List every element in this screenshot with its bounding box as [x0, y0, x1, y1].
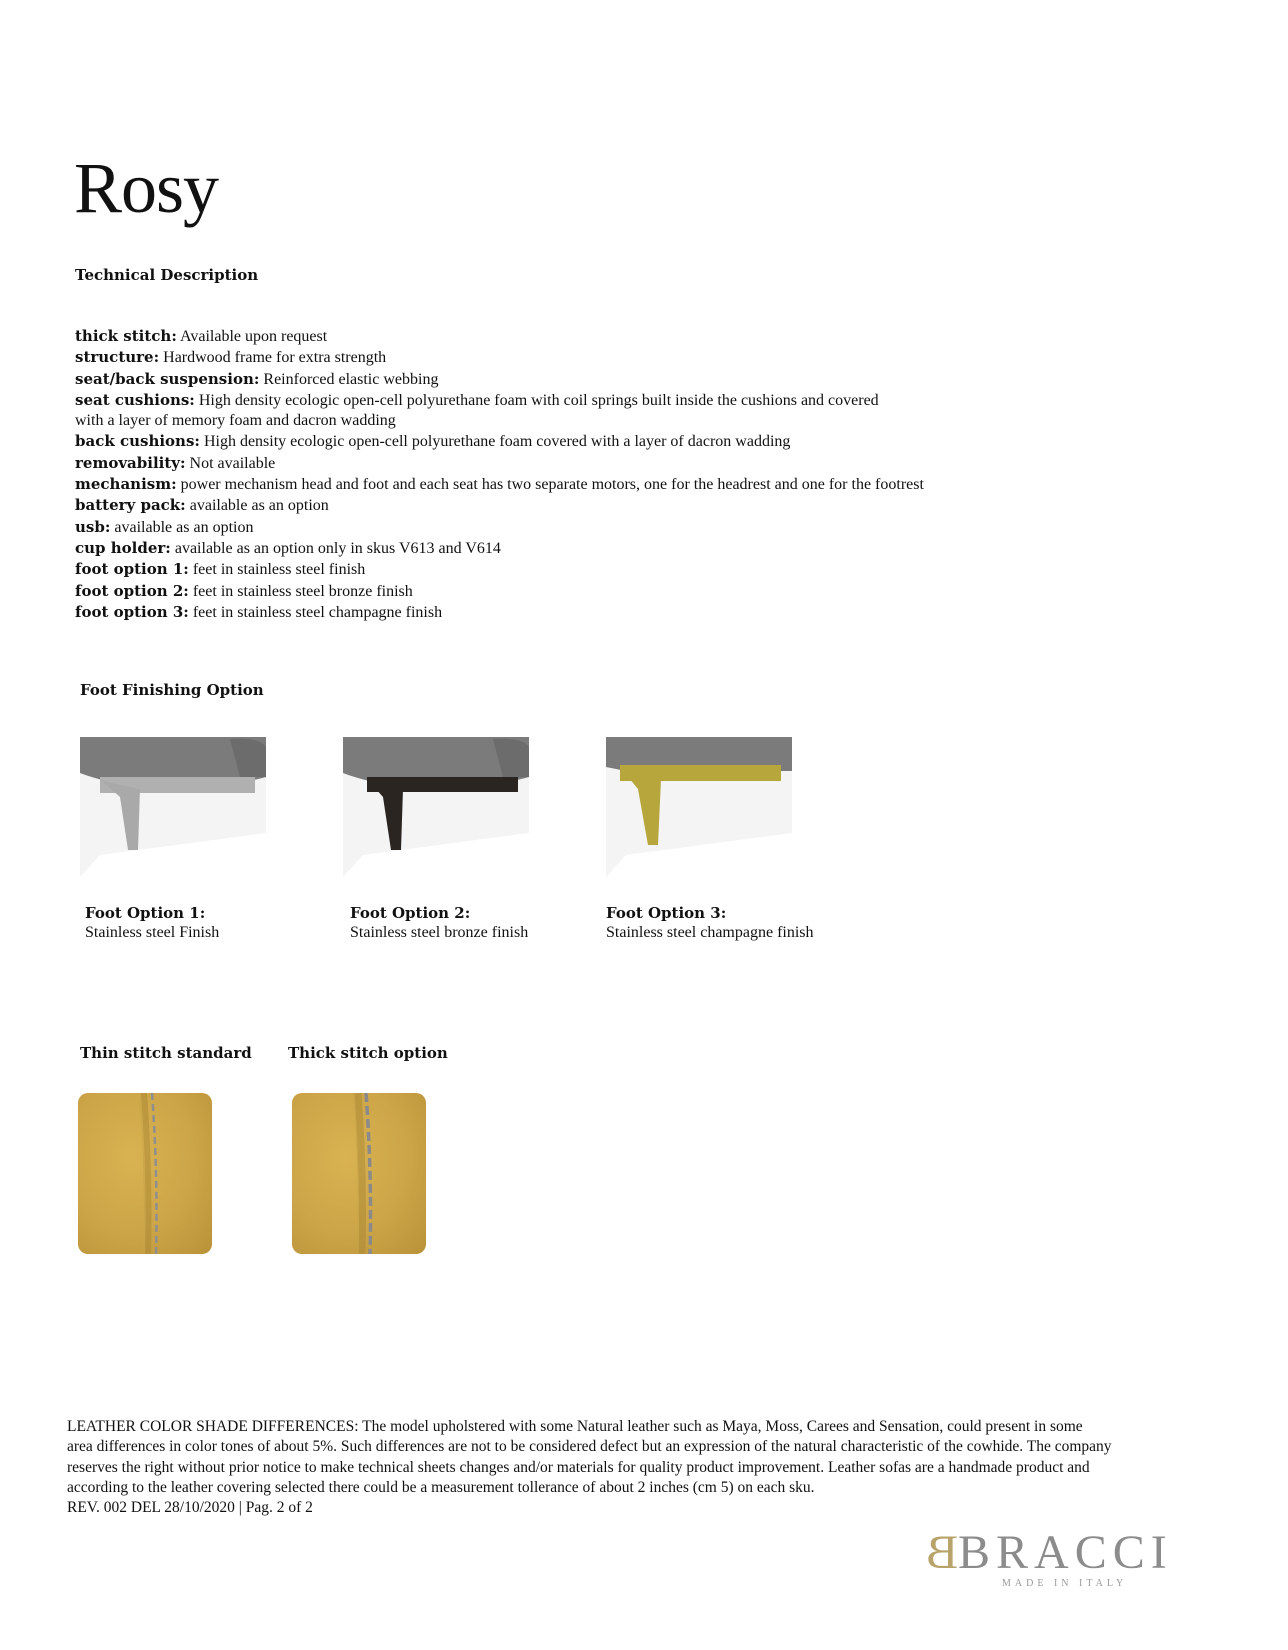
logo-wordmark: BRACCI — [958, 1530, 1173, 1579]
page-title: Rosy — [74, 148, 219, 228]
foot-option-3-caption — [606, 903, 814, 943]
spec-row — [75, 474, 1075, 495]
spec-row — [75, 602, 1075, 623]
foot-option-1-image — [80, 737, 266, 877]
spec-value: High density ecologic open-cell polyurethane foam covered with a layer of dacron wadding — [199, 433, 791, 451]
spec-label: seat cushions: — [75, 390, 195, 409]
technical-description-heading: Technical Description — [75, 266, 259, 284]
spec-value: with a layer of memory foam and dacron wadding — [75, 412, 396, 430]
disclaimer-line: according to the leather covering selected there could be a measurement tollerance of about 2 inches (cm 5) on each sku. — [67, 1478, 815, 1496]
spec-label: back cushions: — [75, 432, 200, 451]
disclaimer-line: area differences in color tones of about 5%. Such differences are not to be considered defect but an expression of the natural characteristic of the cowhide. The company — [67, 1438, 1112, 1456]
disclaimer — [67, 1417, 1217, 1518]
foot-finishing-heading: Foot Finishing Option — [80, 681, 264, 699]
spec-row — [75, 453, 1075, 474]
spec-row — [75, 517, 1075, 538]
logo-tagline: MADE IN ITALY — [1002, 1578, 1128, 1589]
spec-label: mechanism: — [75, 475, 177, 494]
spec-value: Available upon request — [176, 328, 328, 345]
spec-row — [75, 347, 1075, 368]
spec-value: available as an option — [185, 497, 329, 515]
spec-value: available as an option only in skus V613 and V614 — [170, 539, 501, 557]
spec-label: usb: — [75, 517, 111, 536]
spec-label: foot option 3: — [75, 602, 189, 621]
spec-row — [75, 538, 1075, 559]
spec-row — [75, 559, 1075, 580]
spec-value: available as an option — [110, 518, 254, 536]
revision-line: REV. 002 DEL 28/10/2020 | Pag. 2 of 2 — [67, 1499, 313, 1517]
spec-label: battery pack: — [75, 496, 186, 515]
spec-label: removability: — [75, 453, 186, 472]
spec-row — [75, 411, 1075, 431]
thin-stitch-image — [78, 1093, 212, 1254]
spec-label: foot option 1: — [75, 560, 189, 579]
foot-option-1-desc: Stainless steel Finish — [85, 924, 220, 941]
logo-mark: B — [928, 1530, 958, 1579]
spec-row — [75, 581, 1075, 602]
thin-stitch-heading: Thin stitch standard — [80, 1044, 252, 1062]
spec-value: High density ecologic open-cell polyurethane foam with coil springs built inside the cushions and covered — [194, 391, 879, 409]
spec-label: seat/back suspension: — [75, 369, 260, 388]
foot-option-2-desc: Stainless steel bronze finish — [350, 924, 529, 941]
spec-value: Hardwood frame for extra strength — [159, 349, 387, 367]
thick-stitch-heading: Thick stitch option — [288, 1044, 448, 1062]
spec-row — [75, 326, 1075, 347]
spec-value: Reinforced elastic webbing — [259, 370, 439, 388]
bracci-logo — [928, 1530, 1198, 1590]
foot-option-1-title: Foot Option 1: — [85, 904, 206, 922]
foot-option-3-image — [606, 737, 792, 877]
foot-option-3-title: Foot Option 3: — [606, 904, 727, 922]
foot-option-3-desc: Stainless steel champagne finish — [606, 924, 814, 941]
spec-list — [75, 326, 1075, 623]
spec-row — [75, 495, 1075, 516]
spec-value: Not available — [185, 454, 276, 472]
spec-value: feet in stainless steel champagne finish — [188, 603, 443, 621]
disclaimer-line: reserves the right without prior notice to make technical sheets changes and/or materials for quality product improvement. Leather sofas are a handmade product and — [67, 1458, 1090, 1476]
foot-option-2-caption — [350, 903, 528, 943]
spec-row — [75, 369, 1075, 390]
disclaimer-line: LEATHER COLOR SHADE DIFFERENCES: The model upholstered with some Natural leather such as Maya, Moss, Carees and Sensation, could present in some — [67, 1418, 1083, 1435]
spec-label: structure: — [75, 348, 160, 367]
spec-value: feet in stainless steel bronze finish — [188, 582, 413, 600]
foot-option-2-image — [343, 737, 529, 877]
foot-option-2-title: Foot Option 2: — [350, 904, 471, 922]
spec-label: cup holder: — [75, 538, 171, 557]
spec-label: foot option 2: — [75, 581, 189, 600]
spec-row — [75, 390, 1075, 411]
foot-option-1-caption — [85, 903, 219, 943]
thick-stitch-image — [292, 1093, 426, 1254]
spec-label: thick stitch: — [75, 327, 177, 345]
spec-value: power mechanism head and foot and each seat has two separate motors, one for the headrest and one for the footrest — [176, 476, 924, 494]
spec-row — [75, 431, 1075, 452]
spec-value: feet in stainless steel finish — [188, 561, 366, 579]
